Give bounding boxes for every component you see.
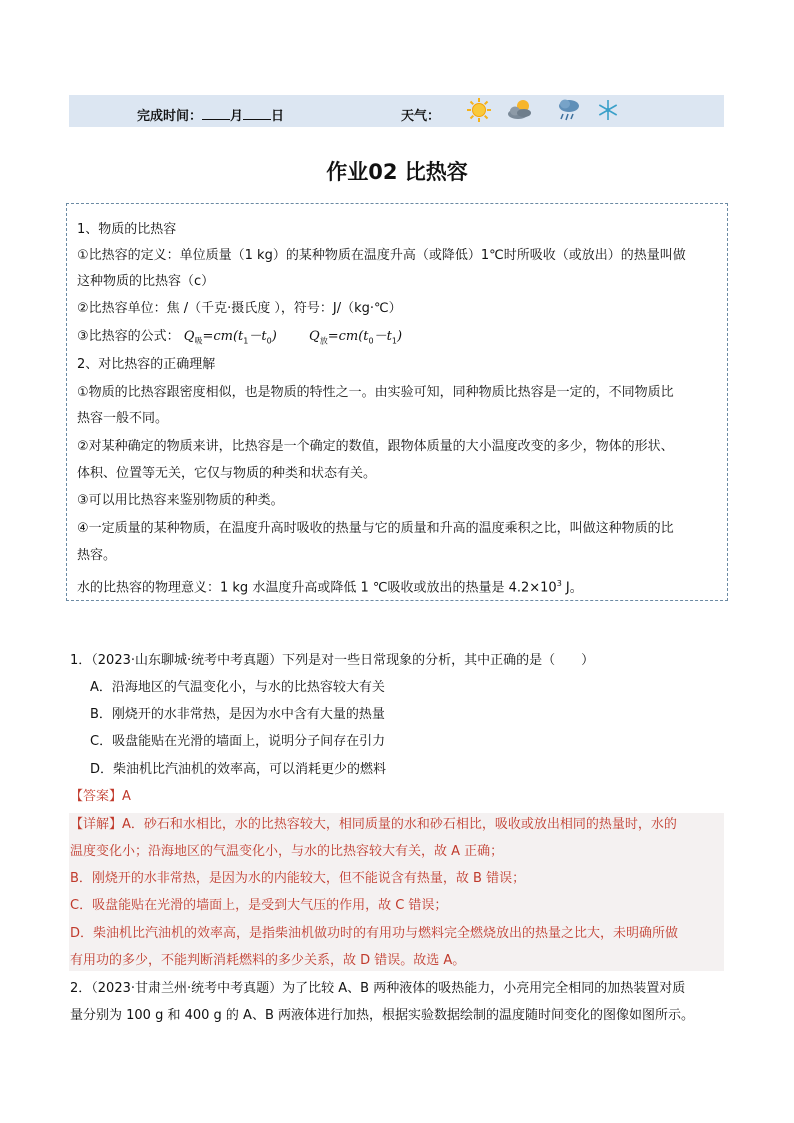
formula-rhs: )	[396, 329, 403, 344]
explanation-line: B．刚烧开的水非常热，是因为水的内能较大，但不能说含有热量，故 B 错误；	[70, 871, 526, 886]
formula-line	[77, 329, 725, 350]
formula-sub: 1	[391, 336, 397, 346]
knowledge-line: 体积、位置等无关，它仅与物质的种类和状态有关。	[77, 466, 377, 481]
knowledge-line	[77, 576, 725, 596]
question-1-option-c: C．吸盘能贴在光滑的墙面上，说明分子间存在引力	[90, 734, 386, 749]
snowflake-icon	[596, 97, 620, 123]
explanation-line: D．柴油机比汽油机的效率高，是指柴油机做功时的有用功与燃料完全燃烧放出的热量之比大，未明确所做	[70, 926, 679, 941]
explanation-line: 温度变化小；沿海地区的气温变化小，与水的比热容较大有关，故 A 正确；	[70, 844, 504, 859]
month-label: 月	[230, 109, 244, 124]
explanation-block	[69, 813, 724, 971]
explain-tag: 【详解】	[70, 817, 123, 832]
formula-rhs: －t	[248, 329, 267, 344]
knowledge-line: ④一定质量的某种物质，在温度升高时吸收的热量与它的质量和升高的温度乘积之比，叫做这种物质的比	[77, 521, 674, 536]
question-1-option-b: B．刚烧开的水非常热，是因为水中含有大量的热量	[90, 707, 385, 722]
knowledge-line: ②比热容单位：焦 /（千克·摄氏度 ），符号：J/（kg·℃）	[77, 301, 402, 316]
question-1-option-a: A．沿海地区的气温变化小，与水的比热容较大有关	[90, 680, 385, 695]
explain-text: A．砂石和水相比，水的比热容较大，相同质量的水和砂石相比，吸收或放出相同的热量时，水的	[122, 817, 677, 832]
knowledge-line: 2、对比热容的正确理解	[77, 357, 216, 372]
question-1-option-d: D．柴油机比汽油机的效率高，可以消耗更少的燃料	[90, 762, 387, 777]
page-title: 作业02 比热容	[326, 160, 468, 184]
formula-rhs: －t	[373, 329, 392, 344]
formula-sub: 1	[243, 336, 249, 346]
formula-q: Q	[183, 329, 195, 344]
formula-rhs: =cm(t	[327, 329, 369, 344]
answer-tag: 【答案】	[70, 789, 123, 804]
formula-rhs: =cm(t	[202, 329, 244, 344]
formula-prefix: ③比热容的公式：	[77, 329, 180, 344]
explanation-line: 有用功的多少，不能判断消耗燃料的多少关系，故 D 错误。故选 A。	[70, 953, 466, 968]
explanation-line	[70, 817, 677, 833]
question-2-stem: 2．（2023·甘肃兰州·统考中考真题）为了比较 A、B 两种液体的吸热能力，小亮用完全相同的加热装置对质	[70, 981, 686, 996]
knowledge-line: 热容一般不同。	[77, 411, 169, 426]
water-meaning-text: 水的比热容的物理意义：1 kg 水温度升高或降低 1 ℃吸收或放出的热量是 4.2×10	[77, 580, 557, 596]
formula-release	[309, 329, 402, 344]
time-label: 完成时间：	[137, 109, 203, 124]
formula-q: Q	[309, 329, 320, 344]
knowledge-box	[66, 203, 728, 601]
month-blank	[202, 107, 230, 120]
weather-label: 天气：	[401, 109, 441, 124]
header-bar	[69, 95, 724, 127]
question-2-stem-cont: 量分别为 100 g 和 400 g 的 A、B 两液体进行加热，根据实验数据绘制的温度随时间变化的图像如图所示。	[70, 1008, 695, 1023]
answer-value: A	[122, 789, 131, 804]
water-meaning-unit: J。	[561, 580, 583, 596]
rain-icon	[556, 97, 582, 123]
exponent: 3	[556, 579, 562, 588]
formula-sub: 放	[319, 336, 328, 346]
formula-sub: 吸	[194, 336, 203, 346]
formula-sub: 0	[368, 336, 374, 346]
day-label: 日	[271, 109, 285, 124]
answer-line	[70, 789, 131, 805]
formula-rhs: )	[271, 329, 277, 344]
completion-time-label	[137, 105, 284, 124]
day-blank	[243, 107, 271, 120]
explanation-line: C．吸盘能贴在光滑的墙面上，是受到大气压的作用，故 C 错误；	[70, 898, 448, 913]
cloudy-sun-icon	[506, 97, 536, 123]
sun-icon	[466, 97, 492, 123]
knowledge-line: ②对某种确定的物质来讲，比热容是一个确定的数值，跟物体质量的大小温度改变的多少，物体的形状、	[77, 439, 674, 454]
knowledge-line: ①比热容的定义：单位质量（1 kg）的某种物质在温度升高（或降低）1℃时所吸收（或放出）的热量叫做	[77, 248, 686, 263]
knowledge-line: ③可以用比热容来鉴别物质的种类。	[77, 493, 284, 508]
knowledge-line: 热容。	[77, 548, 117, 563]
knowledge-line: 1、物质的比热容	[77, 222, 177, 237]
knowledge-line: ①物质的比热容跟密度相似，也是物质的特性之一。由实验可知，同种物质比热容是一定的，不同物质比	[77, 385, 674, 400]
knowledge-line: 这种物质的比热容（c）	[77, 274, 215, 289]
formula-absorb	[184, 329, 277, 344]
formula-sub: 0	[266, 336, 272, 346]
question-1-stem: 1．（2023·山东聊城·统考中考真题）下列是对一些日常现象的分析，其中正确的是（ ）	[70, 653, 595, 668]
